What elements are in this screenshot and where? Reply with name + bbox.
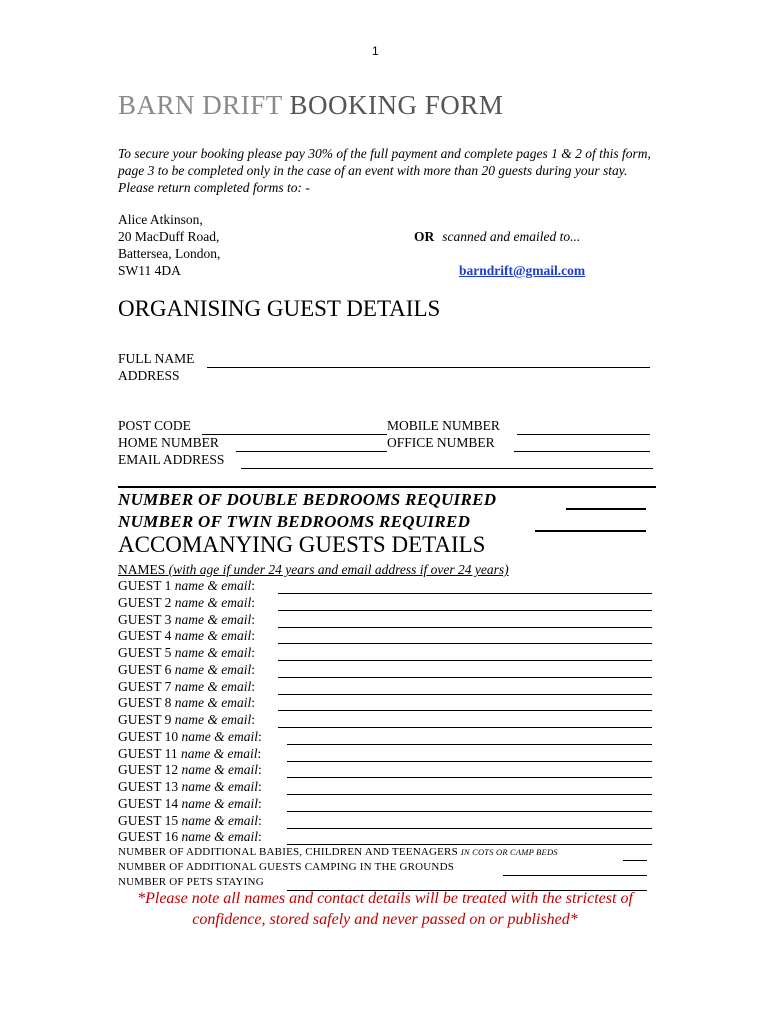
email-label: EMAIL ADDRESS [118,452,225,467]
accompanying-heading: ACCOMANYING GUESTS DETAILS [118,532,486,557]
guest-field[interactable] [278,694,652,695]
page-number: 1 [372,44,379,58]
guest-row: GUEST 8 name & email: [118,695,256,710]
guest-word: GUEST [118,612,162,627]
guest-suffix: name & email [174,578,252,593]
guest-word: GUEST [118,712,162,727]
guest-word: GUEST [118,829,162,844]
double-bedrooms-field[interactable] [566,508,646,510]
names-note: (with age if under 24 years and email address if over 24 years) [168,562,509,577]
camping-label: NUMBER OF ADDITIONAL GUESTS CAMPING IN THE GROUNDS [118,861,455,873]
guest-word: GUEST [118,645,162,660]
full-name-label: FULL NAME [118,351,195,366]
guest-field[interactable] [278,610,652,611]
confidentiality-note: *Please note all names and contact details will be treated with the strictest of confidence, stored safely and never passed on or published* [137,890,633,928]
email-link[interactable]: barndrift@gmail.com [459,263,586,278]
guest-number: 13 [164,779,179,794]
babies-field[interactable] [623,860,647,861]
guest-field[interactable] [287,811,652,812]
babies-note: IN COTS OR CAMP BEDS [460,847,558,857]
office-field[interactable] [514,451,650,452]
guest-row: GUEST 13 name & email: [118,779,262,794]
guest-word: GUEST [118,578,162,593]
organiser-heading: ORGANISING GUEST DETAILS [118,296,441,321]
guest-number: 10 [164,729,179,744]
guest-field[interactable] [278,660,652,661]
guest-number: 4 [164,628,172,643]
guest-suffix: name & email [174,645,252,660]
guest-field[interactable] [287,777,652,778]
babies-line [118,846,558,858]
guest-field[interactable] [287,744,652,745]
post-code-label: POST CODE [118,418,191,433]
guest-suffix: name & email [174,628,252,643]
office-label: OFFICE NUMBER [387,435,495,450]
names-header [118,562,509,578]
section-divider [118,486,656,488]
guest-row: GUEST 5 name & email: [118,645,256,660]
guest-row: GUEST 3 name & email: [118,612,256,627]
guest-field[interactable] [287,794,652,795]
page-title [118,90,503,121]
pets-label: NUMBER OF PETS STAYING [118,876,264,888]
guest-field[interactable] [278,643,652,644]
guest-row: GUEST 2 name & email: [118,595,256,610]
guest-suffix: name & email [174,712,252,727]
title-form: BOOKING FORM [289,90,504,120]
guest-row: GUEST 16 name & email: [118,829,262,844]
postal-address [118,211,220,279]
guest-number: 2 [164,595,172,610]
guest-number: 15 [164,813,179,828]
guest-row: GUEST 7 name & email: [118,679,256,694]
guest-field[interactable] [278,627,652,628]
guest-number: 7 [164,679,172,694]
guest-number: 12 [164,762,179,777]
guest-word: GUEST [118,628,162,643]
guest-word: GUEST [118,662,162,677]
names-label: NAMES [118,562,166,577]
guest-number: 1 [164,578,172,593]
email-field[interactable] [241,468,653,469]
guest-number: 6 [164,662,172,677]
guest-word: GUEST [118,813,162,828]
guest-field[interactable] [287,844,652,845]
guest-suffix: name & email [181,779,259,794]
home-number-field[interactable] [236,451,387,452]
camping-field[interactable] [503,875,647,876]
guest-word: GUEST [118,779,162,794]
guest-field[interactable] [287,828,652,829]
guest-row: GUEST 6 name & email: [118,662,256,677]
guest-suffix: name & email [174,595,252,610]
guest-word: GUEST [118,679,162,694]
address-label: ADDRESS [118,368,180,383]
or-line [414,229,580,245]
address-name: Alice Atkinson, [118,212,203,227]
address-postcode: SW11 4DA [118,263,181,278]
guest-suffix: name & email [181,762,259,777]
guest-row: GUEST 9 name & email: [118,712,256,727]
guest-row: GUEST 15 name & email: [118,813,262,828]
guest-word: GUEST [118,762,162,777]
home-number-label: HOME NUMBER [118,435,219,450]
guest-number: 8 [164,695,172,710]
title-brand: BARN DRIFT [118,90,283,120]
guest-suffix: name & email [181,729,259,744]
double-bedrooms-label: NUMBER OF DOUBLE BEDROOMS REQUIRED [118,490,497,509]
guest-field[interactable] [287,761,652,762]
guest-row: GUEST 12 name & email: [118,762,262,777]
scan-text: scanned and emailed to... [442,229,581,244]
twin-bedrooms-field[interactable] [535,530,646,532]
twin-bedrooms-label: NUMBER OF TWIN BEDROOMS REQUIRED [118,512,471,531]
guest-suffix: name & email [181,829,259,844]
guest-suffix: name & email [174,695,252,710]
guest-field[interactable] [278,710,652,711]
guest-word: GUEST [118,695,162,710]
address-line2: Battersea, London, [118,246,221,261]
guest-suffix: name & email [174,612,252,627]
guest-suffix: name & email [181,796,259,811]
guest-number: 11 [164,746,178,761]
guest-number: 16 [164,829,179,844]
guest-number: 5 [164,645,172,660]
guest-suffix: name & email [181,746,258,761]
guest-field[interactable] [278,593,652,594]
guest-row: GUEST 4 name & email: [118,628,256,643]
guest-row: GUEST 11 name & email: [118,746,262,761]
guest-row: GUEST 10 name & email: [118,729,262,744]
guest-number: 14 [164,796,179,811]
mobile-label: MOBILE NUMBER [387,418,500,433]
post-code-field[interactable] [202,434,387,435]
guest-row: GUEST 1 name & email: [118,578,256,593]
guest-suffix: name & email [181,813,259,828]
guest-suffix: name & email [174,662,252,677]
mobile-field[interactable] [517,434,650,435]
guest-word: GUEST [118,796,162,811]
guest-number: 9 [164,712,172,727]
intro-text: To secure your booking please pay 30% of the full payment and complete pages 1 & 2 of this form, page 3 to be completed only in the case of an event with more than 20 guests during your stay. Please return completed forms to: - [118,146,651,195]
full-name-field[interactable] [207,367,650,368]
guest-word: GUEST [118,729,162,744]
guest-field[interactable] [278,677,652,678]
guest-row: GUEST 14 name & email: [118,796,262,811]
guest-suffix: name & email [174,679,252,694]
guest-word: GUEST [118,746,162,761]
guest-field[interactable] [278,727,652,728]
guest-word: GUEST [118,595,162,610]
babies-label: NUMBER OF ADDITIONAL BABIES, CHILDREN AND TEENAGERS [118,846,458,858]
address-line1: 20 MacDuff Road, [118,229,220,244]
or-label: OR [414,229,435,244]
guest-number: 3 [164,612,172,627]
